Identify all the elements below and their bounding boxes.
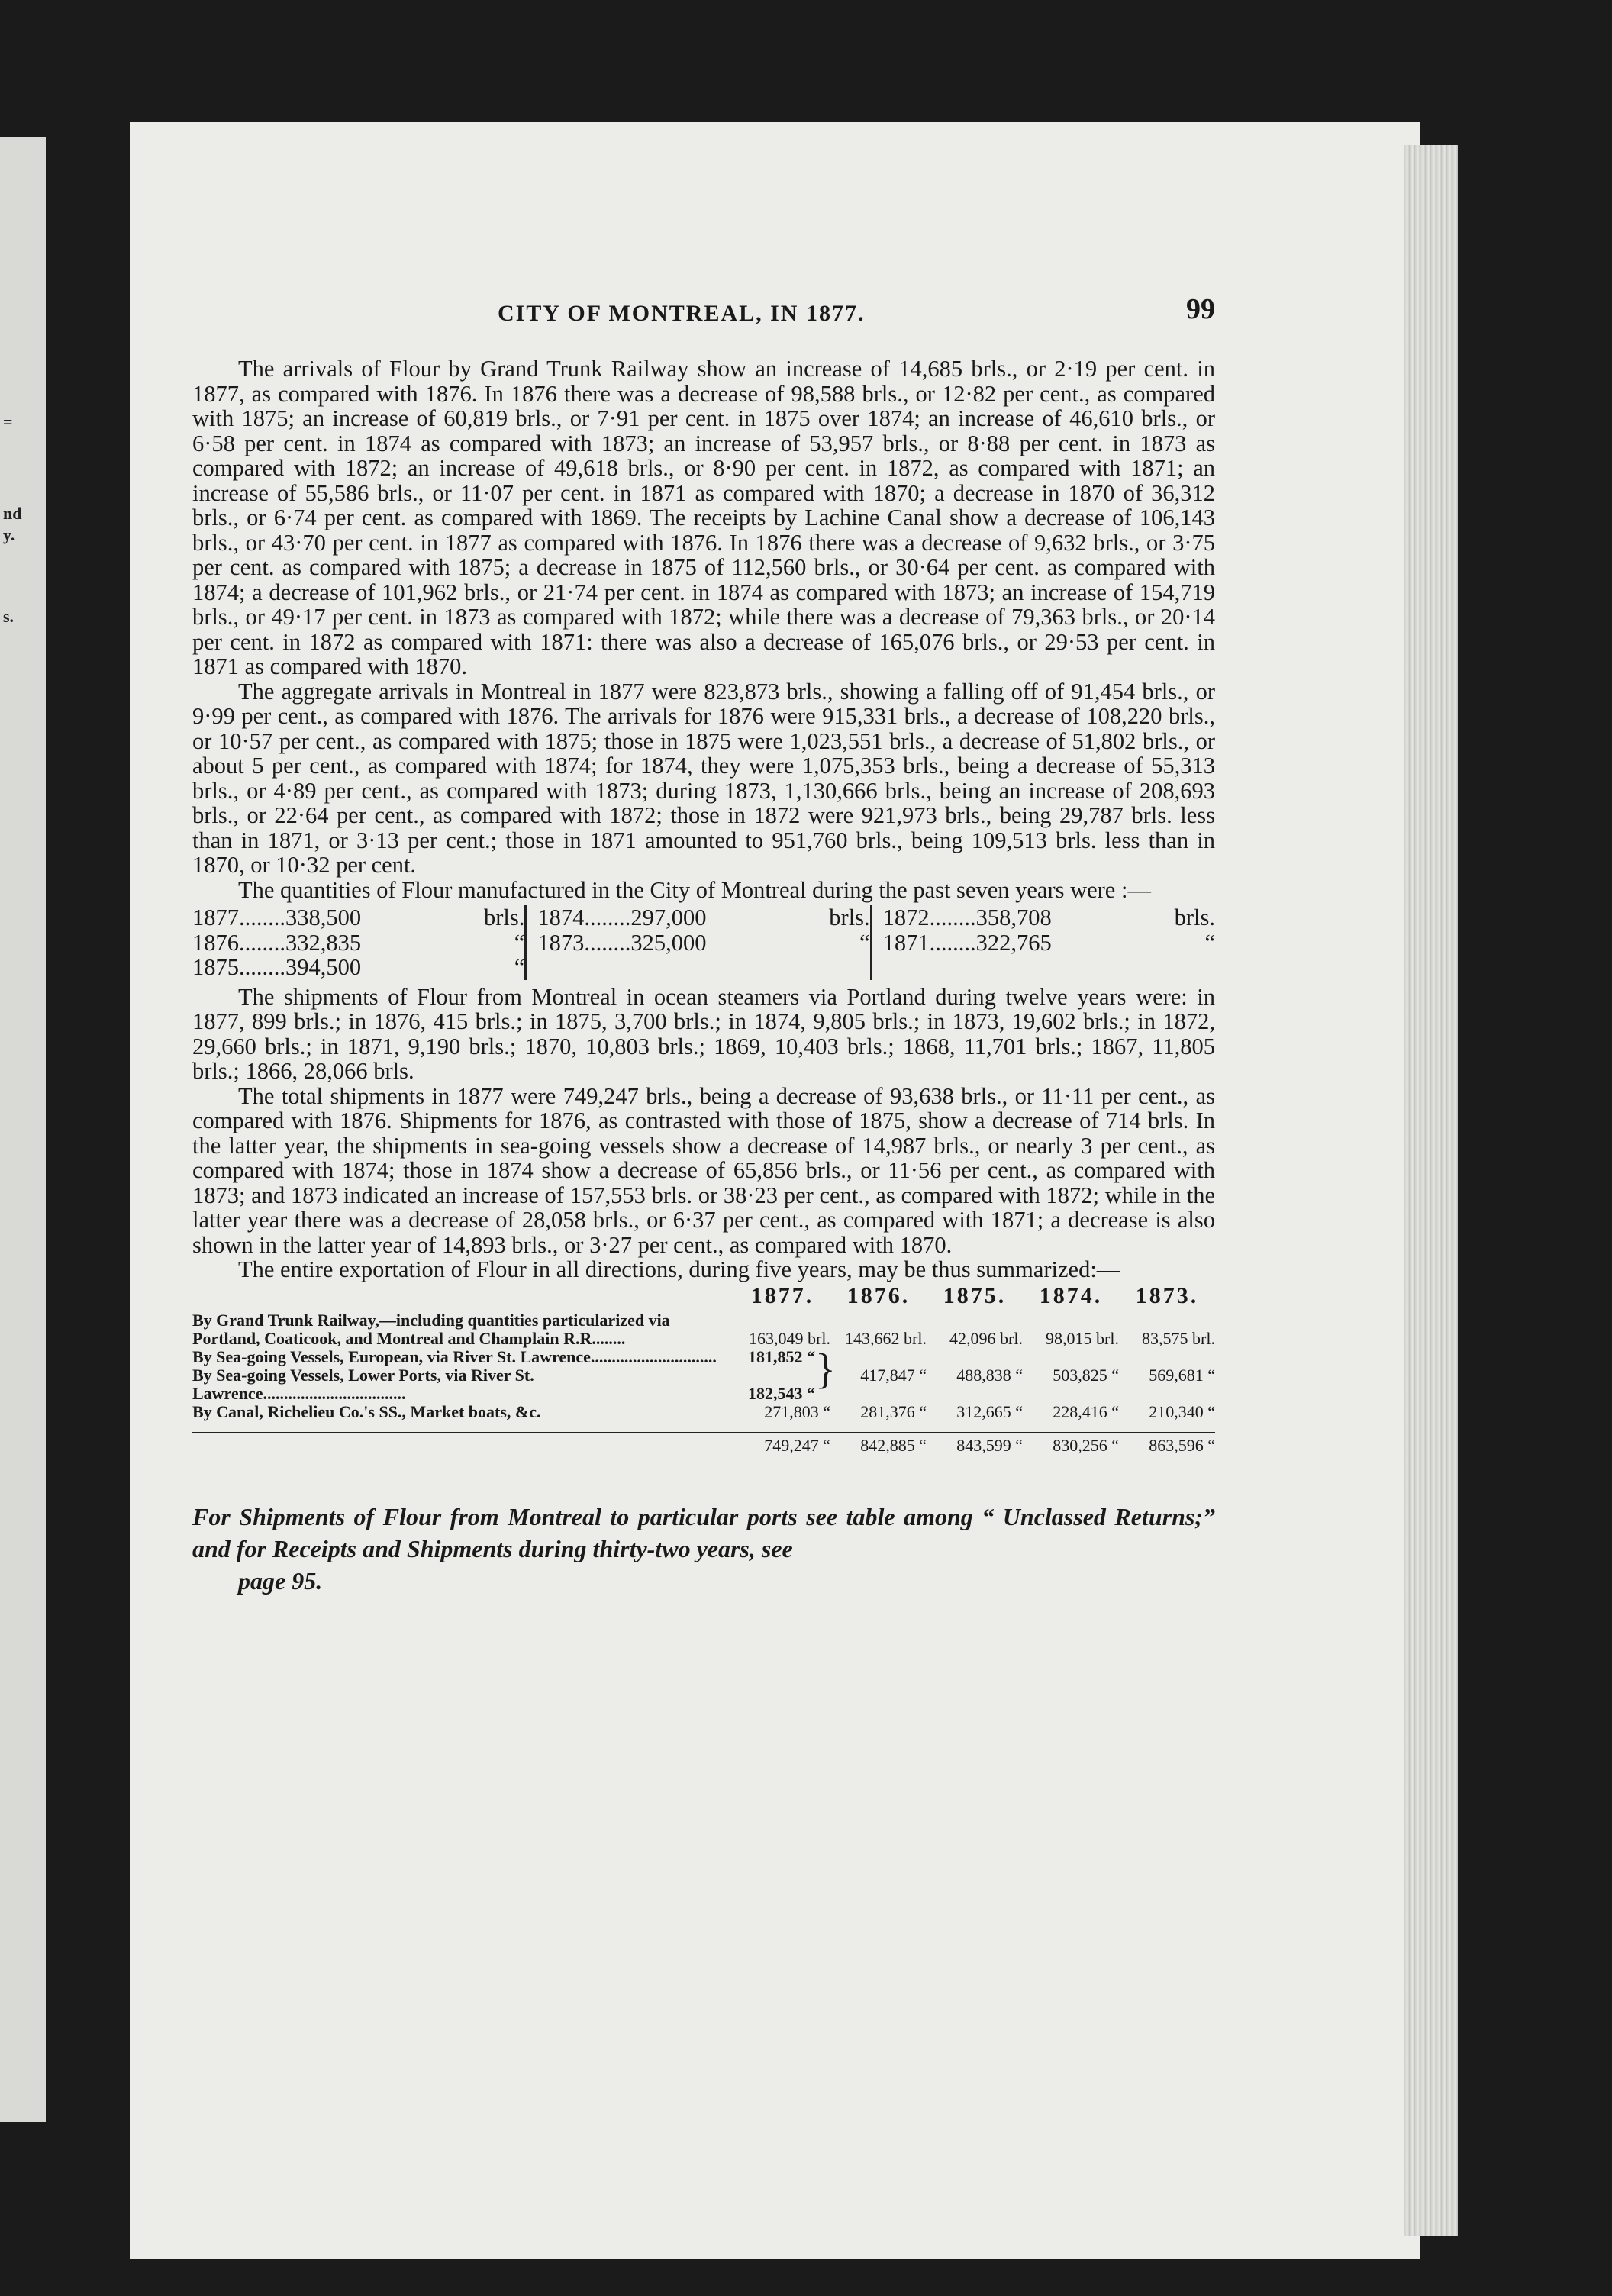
cell: 210,340 “	[1149, 1401, 1215, 1421]
brace-glyph: }	[815, 1345, 836, 1393]
manufactured-column-1	[192, 905, 524, 980]
cell: 503,825 “	[1053, 1365, 1119, 1385]
year-header: 1875.	[943, 1282, 1007, 1308]
export-summary-table	[192, 1282, 1215, 1455]
cell: 417,847 “	[860, 1365, 927, 1385]
manufactured-row: 1876........332,835 “	[192, 929, 525, 956]
page-content	[192, 293, 1215, 1597]
cell: 181,852 “	[748, 1346, 815, 1366]
total-cell: 749,247 “	[764, 1435, 830, 1455]
adjacent-page-strip	[0, 137, 46, 2122]
summary-sea-going-block	[192, 1345, 1215, 1403]
cell: 98,015 brl.	[1046, 1328, 1119, 1348]
sea-going-combined	[830, 1348, 1215, 1403]
footnote-text: For Shipments of Flour from Montreal to particular ports see table among “ Unclassed Returns;” and for Receipts and Shipments during thirty-two years, see	[192, 1502, 1215, 1562]
strip-mark-3: y.	[3, 525, 15, 544]
row-label: By Grand Trunk Railway,—including quantities particularized via Portland, Coaticook, and Montreal and Champlain R.R........	[192, 1310, 670, 1348]
running-header	[192, 293, 1215, 340]
cell: 143,662 brl.	[845, 1328, 927, 1348]
cell: 228,416 “	[1053, 1401, 1119, 1421]
row-label: By Sea-going Vessels, European, via River St. Lawrence..............................	[192, 1346, 717, 1366]
page-edge	[1404, 145, 1458, 2236]
cell: 312,665 “	[956, 1401, 1023, 1421]
manufactured-row: 1872........358,708 brls.	[882, 905, 1215, 930]
year-header: 1876.	[846, 1282, 911, 1308]
paragraph-aggregate: The aggregate arrivals in Montreal in 1877 were 823,873 brls., showing a falling off of 91,454 brls., or 9·99 per cent., as compared with 1876. The arrivals for 1876 were 915,331 brls., a decrease of 108,220 brls., or 10·57 per cent., as compared with 1875; those in 1875 were 1,023,551 brls., a decrease of 51,802 brls., or about 5 per cent., as compared with 1874; for 1874, they were 1,075,353 brls., being a decrease of 55,313 brls., or 4·89 per cent., as compared with 1873; during 1873, 1,130,666 brls., being an increase of 208,693 brls., or 22·64 per cent., as compared with 1872; those in 1872 were 921,973 brls., being 29,787 brls. less than in 1871, or 3·13 per cent.; those in 1871 amounted to 951,760 brls., being 109,513 brls. less than in 1870, or 10·32 per cent.	[192, 678, 1215, 878]
strip-mark-1: =	[3, 412, 13, 431]
cell: 281,376 “	[860, 1401, 927, 1421]
manufactured-row: 1873........325,000 “	[537, 929, 870, 956]
footnote-page-ref: page 95.	[238, 1566, 323, 1595]
total-cell: 863,596 “	[1149, 1435, 1215, 1455]
cell: 83,575 brl.	[1142, 1328, 1215, 1348]
manufactured-row: 1874........297,000 brls.	[537, 905, 870, 930]
summary-row-canal	[192, 1403, 1215, 1421]
manufactured-table	[192, 905, 1215, 980]
manufactured-column-3	[870, 905, 1215, 980]
row-label: By Canal, Richelieu Co.'s SS., Market boats, &c.	[192, 1401, 541, 1421]
row-label: By Sea-going Vessels, Lower Ports, via River St. Lawrence..................................	[192, 1365, 534, 1403]
manufactured-row: 1877........338,500 brls.	[192, 905, 525, 930]
running-title: CITY OF MONTREAL, IN 1877.	[498, 301, 866, 326]
cell: 271,803 “	[764, 1401, 830, 1421]
cell: 42,096 brl.	[949, 1328, 1023, 1348]
paragraph-exportation: The entire exportation of Flour in all directions, during five years, may be thus summarized:—	[238, 1256, 1120, 1282]
sea-going-labels	[192, 1348, 815, 1403]
manufactured-column-2	[524, 905, 869, 980]
paragraph-arrivals: The arrivals of Flour by Grand Trunk Railway show an increase of 14,685 brls., or 2·19 per cent. in 1877, as compared with 1876. In 1876 there was a decrease of 98,588 brls., or 12·82 per cent., as compared with 1875; an increase of 60,819 brls., or 7·91 per cent. in 1875 over 1874; an increase of 46,610 brls., or 6·58 per cent. in 1874 as compared with 1873; an increase of 53,957 brls., or 8·88 per cent. in 1873 as compared with 1872; an increase of 49,618 brls., or 8·90 per cent. in 1872, as compared with 1871; an increase of 55,586 brls., or 11·07 per cent. in 1871 as compared with 1870; a decrease in 1870 of 36,312 brls., or 6·74 per cent. as compared with 1869. The receipts by Lachine Canal show a decrease of 106,143 brls., or 43·70 per cent. in 1877 as compared with 1876. In 1876 there was a decrease of 9,632 brls., or 3·75 per cent. as compared with 1875; a decrease in 1875 of 112,560 brls., or 30·64 per cent. as compared with 1874; a decrease of 101,962 brls., or 21·74 per cent. in 1874 as compared with 1873; an increase of 154,719 brls., or 49·17 per cent. in 1873 as compared with 1872; while there was a decrease of 79,363 brls., or 20·14 per cent. in 1872 as compared with 1871: there was also a decrease of 165,076 brls., or 29·53 per cent. in 1871 as compared with 1870.	[192, 356, 1215, 679]
manufactured-row: 1871........322,765 “	[882, 929, 1215, 956]
summary-totals	[192, 1432, 1215, 1455]
strip-mark-4: s.	[3, 607, 15, 626]
paragraph-manufactured: The quantities of Flour manufactured in the City of Montreal during the past seven years were :—	[238, 876, 1151, 903]
paragraph-total-shipments: The total shipments in 1877 were 749,247 brls., being a decrease of 93,638 brls., or 11·11 per cent., as compared with 1876. Shipments for 1876, as contrasted with those of 1875, show a decrease of 714 brls. In the latter year, the shipments in sea-going vessels show a decrease of 14,987 brls., or nearly 3 per cent., as compared with 1874; those in 1874 show a decrease of 65,856 brls., or 11·56 per cent., as compared with 1873; and 1873 indicated an increase of 157,553 brls. or 38·23 per cent., as compared with 1872; while in the latter year there was a decrease of 28,058 brls., or 6·37 per cent., as compared with 1871; a decrease is also shown in the latter year of 14,893 brls., or 3·27 per cent., as compared with 1870.	[192, 1082, 1215, 1258]
manufactured-row: 1875........394,500 “	[192, 954, 525, 980]
cell: 569,681 “	[1149, 1365, 1215, 1385]
paragraph-ocean-shipments: The shipments of Flour from Montreal in ocean steamers via Portland during twelve years were: in 1877, 899 brls.; in 1876, 415 brls.; in 1875, 3,700 brls.; in 1874, 9,805 brls.; in 1873, 19,602 brls.; in 1872, 29,660 brls.; in 1871, 9,190 brls.; 1870, 10,803 brls.; 1869, 10,403 brls.; 1868, 11,701 brls.; 1867, 11,805 brls.; 1866, 28,066 brls.	[192, 983, 1215, 1084]
cell: 182,543 “	[748, 1383, 815, 1403]
page-number: 99	[1186, 293, 1215, 325]
summary-year-headers	[192, 1282, 1215, 1311]
total-cell: 843,599 “	[956, 1435, 1023, 1455]
year-header: 1874.	[1039, 1282, 1103, 1308]
summary-row-lower-ports	[192, 1366, 815, 1403]
summary-row-european	[192, 1348, 815, 1366]
cell: 163,049 brl.	[749, 1328, 830, 1348]
summary-row-grand-trunk	[192, 1311, 1215, 1348]
year-header: 1873.	[1135, 1282, 1199, 1308]
strip-mark-2: nd	[3, 504, 22, 523]
total-cell: 830,256 “	[1053, 1435, 1119, 1455]
cell: 488,838 “	[956, 1365, 1023, 1385]
footnote	[192, 1501, 1215, 1597]
year-header: 1877.	[750, 1282, 814, 1308]
total-cell: 842,885 “	[860, 1435, 927, 1455]
